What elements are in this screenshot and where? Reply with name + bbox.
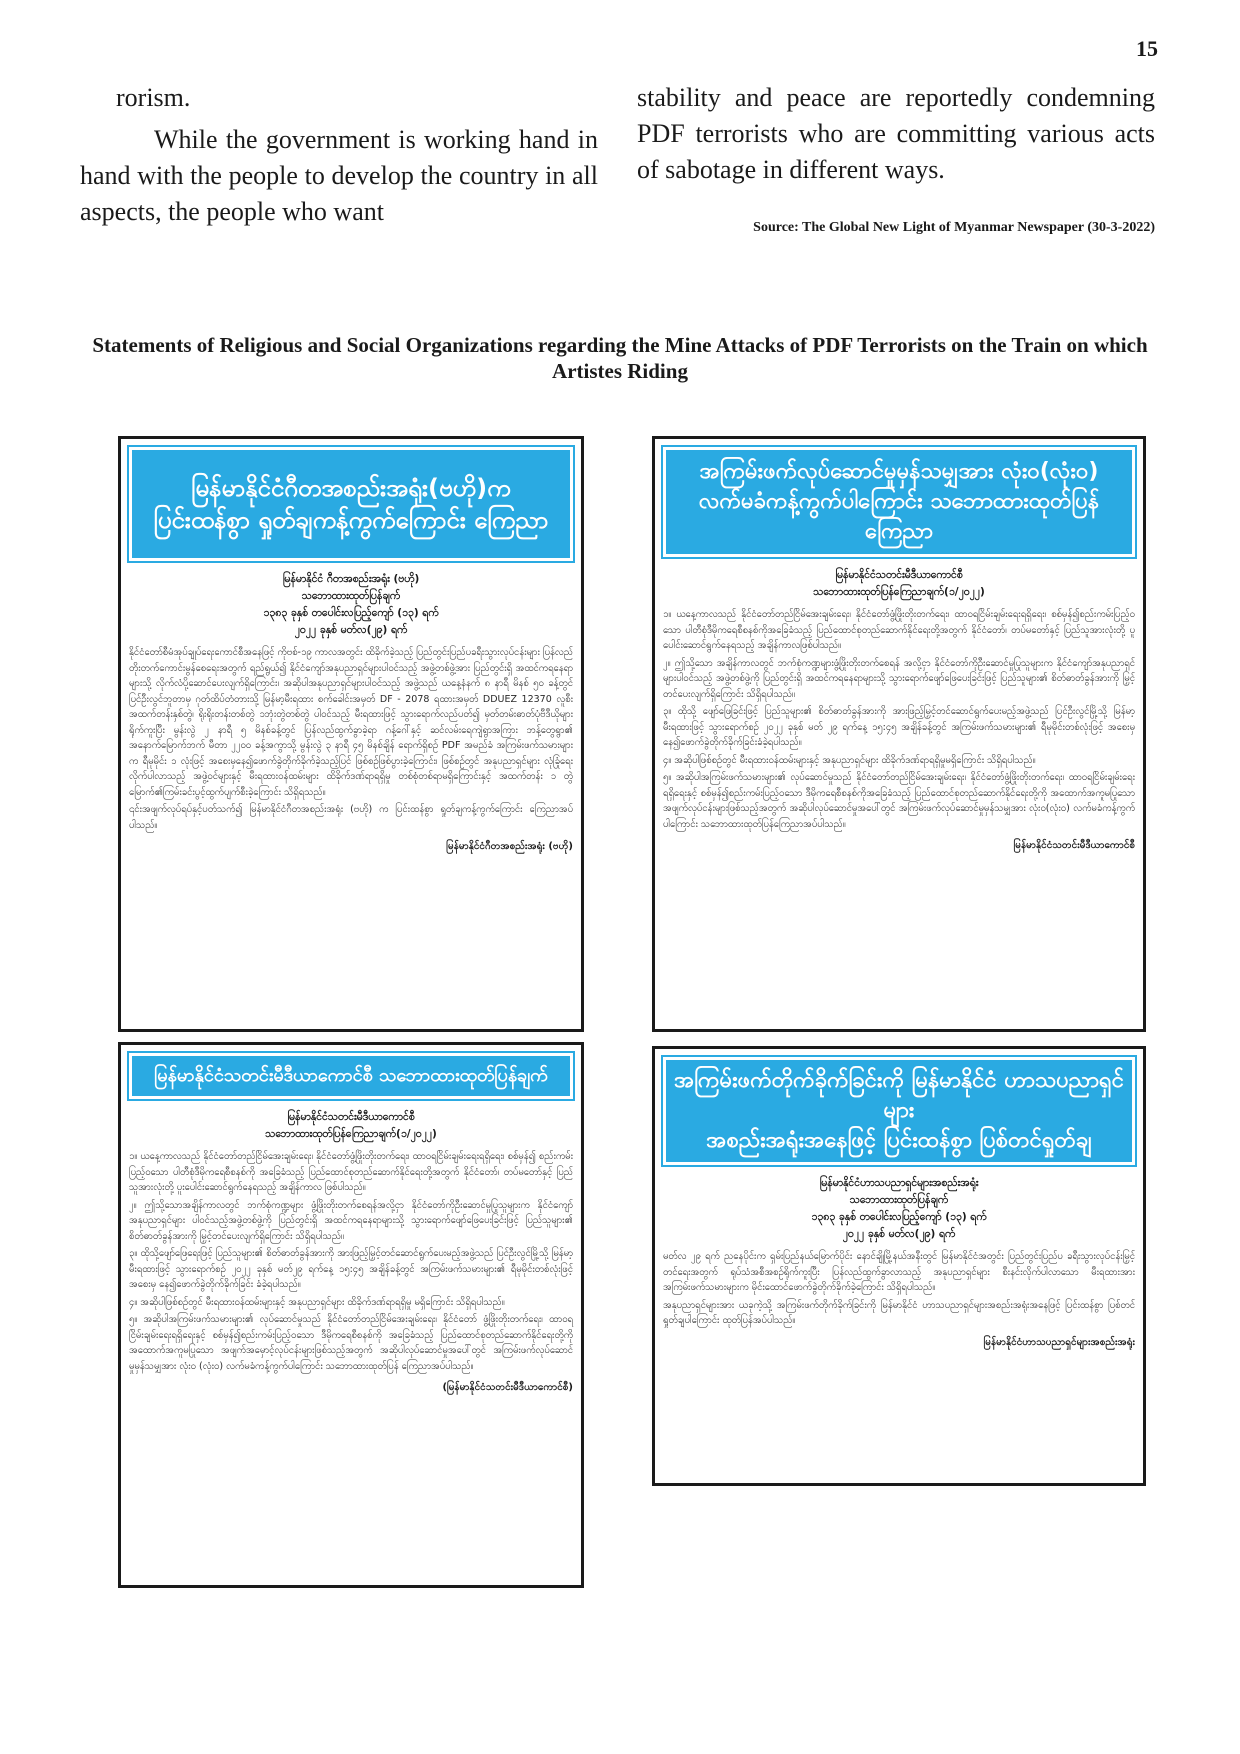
statement-paragraph: ၎င်းအဖျက်လုပ်ရပ်နှင့်ပတ်သက်၍ မြန်မာနိုင်ငံဂီတအစည်းအရုံး (ဗဟို) က ပြင်းထန်စွာ ရှုတ်ချကန့်ကွက်ကြောင်း ကြေညာအပ်ပါသည်။ (129, 804, 573, 831)
statement-paragraph: အနုပညာရှင်များအား ယခုကဲ့သို့ အကြမ်းဖက်တိုက်ခိုက်ခြင်းကို မြန်မာနိုင်ငံ ဟာသပညာရှင်များအစည်းအရုံးအနေဖြင့် ပြင်းထန်စွာ ပြစ်တင်ရှုတ်ချပါကြောင်း ထုတ်ပြန်အပ်ပါသည်။ (663, 1299, 1135, 1326)
statement-paragraph: ၂။ ဤသို့သော အချိန်ကာလတွင် ဘက်စုံကဏ္ဍများဖွံ့ဖြိုးတိုးတက်စေရန် အလို့ငှာ နိုင်ငံတော်ကိုဦးဆောင်မှုပြုသူများက နိုင်ငံကျော်အနုပညာရှင်များပါဝင်သည့် အဖွဲ့တစ်ဖွဲ့ကို ပြည်တွင်းရှိ အထင်ကရနေရာများသို့ သွားရောက်ဖျော်ဖြေပေးခြင်းဖြင့် ပြည်သူများ၏ စိတ်ဓာတ်ခွန်အားကို မြှင့်တင်ပေးလျက်ရှိကြောင်း သိရှိရပါသည်။ (663, 657, 1135, 700)
statement-paragraph: ၂။ ဤသို့သောအချိန်ကာလတွင် ဘက်စုံကဏ္ဍများ ဖွံ့ဖြိုးတိုးတက်စေရန်အလို့ငှာ နိုင်ငံတော်ကိုဦးဆောင်မှုပြုသူများက နိုင်ငံကျော်အနုပညာရှင်များ ပါဝင်သည့်အဖွဲ့တစ်ဖွဲ့ကို ပြည်တွင်းရှိ အထင်ကရနေရာများသို့ သွားရောက်ဖျော်ဖြေပေးခြင်းဖြင့် ပြည်သူများ၏ စိတ်ဓာတ်ခွန်အားကို မြှင့်တင်ပေးလျက်ရှိကြောင်း သိရှိရပါသည်။ (129, 1199, 573, 1242)
heading-line: သဘောထားထုတ်ပြန်ချက် (849, 1194, 949, 1206)
page-number: 15 (1136, 36, 1158, 61)
statement-paragraph: ၄။ အဆိုပါဖြစ်စဉ်တွင် မီးရထားဝန်ထမ်းများနှင့် အနုပညာရှင်များ ထိခိုက်ဒဏ်ရာရရှိမှု မရှိကြောင်း သိရှိရပါသည်။ (129, 1296, 505, 1308)
statement-card-media-council-2 (118, 1042, 584, 1588)
statement-paragraph: ၃။ ထိုသို့ဖျော်ဖြေရေးဖြင့် ပြည်သူများ၏ စိတ်ဓာတ်ခွန်အားကို အားဖြည့်မြှင့်တင်ဆောင်ရွက်ပေးမည့်အဖွဲ့သည် ပြင်ဦးလွင်မြို့သို့ မြန်မာ့မီးရထားဖြင့် သွားရောက်စဉ် ၂၀၂၂ ခုနှစ် မတ်၂၉ ရက်နေ့ ၁၅:၄၅ အချိန်ခန့်တွင် အကြမ်းဖက်သမားများ၏ ရီမုမိုင်းတစ်လုံးဖြင့် အစေးမှ နေ၍ဖောက်ခွဲတိုက်ခိုက်ခြင်း ခံခဲ့ရပါသည်။ (129, 1248, 573, 1290)
heading-line: ၂၀၂၂ ခုနှစ် မတ်လ(၂၉) ရက် (842, 1228, 956, 1240)
statement-banner (663, 1057, 1135, 1165)
statement-paragraph: ၁။ ယနေ့ကာလသည် နိုင်ငံတော်တည်ငြိမ်အေးချမ်းရေး၊ နိုင်ငံတော်ဖွံ့ဖြိုးတိုးတက်ရေး၊ ထာဝရငြိမ်းချမ်းရေးရရှိရေး၊ စစ်မှန်၍စည်းကမ်းပြည့်ဝသော ပါတီစုံဒီမိုကရေစီစနစ်ကိုအခြေခံသည့် ပြည်ထောင်စုတည်ဆောက်နိုင်ရေးတို့အတွက် နိုင်ငံတော်၊ တပ်မတော်နှင့် ပြည်သူအားလုံးတို့ ပူပေါင်းဆောင်ရွက်နေရသည့် အချိန်ကာလဖြစ်ပါသည်။ (663, 609, 1135, 651)
section-title: Statements of Religious and Social Organizations regarding the Mine Attacks of PDF Terrorists on the Train on which Artistes Riding (92, 333, 1148, 383)
statement-signature: မြန်မာနိုင်ငံဂီတအစည်းအရုံး (ဗဟို) (446, 841, 573, 852)
article-paragraph: While the government is working hand in hand with the people to develop the country in all aspects, the people who want (80, 125, 598, 226)
statement-heading (663, 567, 1135, 601)
heading-line: သဘောထားထုတ်ပြန်ချက် (301, 590, 401, 602)
heading-line: မြန်မာနိုင်ငံသတင်းမီဒီယာကောင်စီ (287, 1111, 415, 1123)
statement-banner (663, 447, 1135, 557)
statement-signature: မြန်မာနိုင်ငံသတင်းမီဒီယာကောင်စီ (1013, 840, 1135, 851)
article-paragraph: rorism. (116, 83, 191, 112)
statement-paragraph: ၁။ ယနေ့ကာလသည် နိုင်ငံတော်တည်ငြိမ်အေးချမ်းရေး၊ နိုင်ငံတော်ဖွံ့ဖြိုးတိုးတက်ရေး၊ ထာဝရငြိမ်းချမ်းရေးရရှိရေး၊ စစ်မှန်၍ စည်းကမ်းပြည့်ဝသော ပါတီစုံဒီမိုကရေစီစနစ်ကို အခြေခံသည့် ပြည်ထောင်စုတည်ဆောက်နိုင်ရေးတို့အတွက် နိုင်ငံတော်၊ တပ်မတော်နှင့် ပြည်သူအားလုံးတို့ ပူးပေါင်းဆောင်ရွက်နေရသည့် အချိန်ကာလ ဖြစ်ပါသည်။ (129, 1151, 573, 1193)
statement-banner (129, 447, 573, 561)
statement-signature: မြန်မာနိုင်ငံဟာသပညာရှင်များအစည်းအရုံး (983, 1336, 1135, 1348)
statement-heading (129, 1109, 573, 1143)
heading-line: မြန်မာနိုင်ငံသတင်းမီဒီယာကောင်စီ (835, 569, 963, 581)
statement-body (663, 1249, 1135, 1331)
statement-body (663, 607, 1135, 834)
article-paragraph: stability and peace are reportedly condemning PDF terrorists who are committing various acts of sabotage in different ways. (637, 83, 1155, 184)
heading-line: သဘောထားထုတ်ပြန်ကြေညာချက်(၁/၂၀၂၂) (813, 586, 985, 598)
statement-paragraph: ၅။ အဆိုပါအကြမ်းဖက်သမားများ၏ လုပ်ဆောင်မှုသည် နိုင်ငံတော်တည်ငြိမ်အေးချမ်းရေး၊ နိုင်ငံတော် ဖွံ့ဖြိုးတိုးတက်ရေး၊ ထာဝရငြိမ်းချမ်းရေးရရှိရေးနှင့် စစ်မှန်၍စည်းကမ်းပြည့်ဝသော ဒီမိုကရေစီစနစ်ကို အခြေခံသည့် ပြည်ထောင်စုတည်ဆောက်နိုင်ရေးတို့ကို အထောက်အကူမပြုသော အဖျက်အမှောင့်လုပ်ငန်းများဖြစ်သည့်အတွက် အဆိုပါလုပ်ဆောင်မှုအပေါ်တွင် အကြမ်းဖက်လုပ်ဆောင်မှုမှန်သမျှအား လုံးဝ (လုံးဝ) လက်မခံကန့်ကွက်ပါကြောင်း သဘောထားထုတ်ပြန် ကြေညာအပ်ပါသည်။ (129, 1314, 573, 1372)
heading-line: သဘောထားထုတ်ပြန်ကြေညာချက်(၁/၂၀၂၂) (265, 1128, 437, 1140)
heading-line: ၂၀၂၂ ခုနှစ် မတ်လ(၂၉) ရက် (294, 624, 408, 636)
statement-heading (129, 571, 573, 639)
statement-body (129, 1149, 573, 1376)
banner-line: အစည်းအရုံးအနေဖြင့် ပြင်းထန်စွာ ပြစ်တင်ရှုတ်ချ (706, 1127, 1092, 1153)
article-left-column (80, 80, 598, 230)
article-right-column (637, 80, 1155, 188)
banner-line: လက်မခံကန့်ကွက်ပါကြောင်း သဘောထားထုတ်ပြန် ကြေညာ (698, 489, 1100, 544)
banner-line: အကြမ်းဖက်လုပ်ဆောင်မှုမှန်သမျှအား လုံးဝ(လုံးဝ) (699, 459, 1099, 485)
statement-paragraph: ၅။ အဆိုပါအကြမ်းဖက်သမားများ၏ လုပ်ဆောင်မှုသည် နိုင်ငံတော်တည်ငြိမ်အေးချမ်းရေး၊ နိုင်ငံတော်ဖွံ့ဖြိုးတိုးတက်ရေး၊ ထာဝရငြိမ်းချမ်းရေးရရှိရေးနှင့် စစ်မှန်၍စည်းကမ်းပြည့်ဝသော ဒီမိုကရေစီစနစ်ကိုအခြေခံသည့် ပြည်ထောင်စုတည်ဆောက်နိုင်ရေးတို့ကို အထောက်အကူမပြုသော အဖျက်လုပ်ငန်းများဖြစ်သည့်အတွက် အဆိုပါလုပ်ဆောင်မှုအပေါ်တွင် အကြမ်းဖက်လုပ်ဆောင်မှုမှန်သမျှအား လုံးဝ(လုံးဝ) လက်မခံကန့်ကွက်ပါကြောင်း သဘောထားထုတ်ပြန်ကြေညာအပ်ပါသည်။ (663, 772, 1135, 830)
article-source: Source: The Global New Light of Myanmar Newspaper (30-3-2022) (753, 220, 1155, 235)
statement-heading (663, 1175, 1135, 1243)
banner-line: ပြင်းထန်စွာ ရှုတ်ချကန့်ကွက်ကြောင်း ကြေညာ (153, 506, 549, 534)
statement-paragraph: ၄။ အဆိုပါဖြစ်စဉ်တွင် မီးရထားဝန်ထမ်းများနှင့် အနုပညာရှင်များ ထိခိုက်ဒဏ်ရာရရှိမှုမရှိကြောင်း သိရှိရပါသည်။ (663, 754, 1036, 766)
heading-line: မြန်မာနိုင်ငံဟာသပညာရှင်များအစည်းအရုံး (819, 1177, 979, 1189)
heading-line: မြန်မာနိုင်ငံ ဂီတအစည်းအရုံး (ဗဟို) (282, 573, 420, 585)
statement-card-music-association (118, 436, 584, 1032)
statement-signature: (မြန်မာနိုင်ငံသတင်းမီဒီယာကောင်စီ) (442, 1382, 573, 1393)
statement-paragraph: မတ်လ ၂၉ ရက် ညနေပိုင်းက ရှမ်းပြည်နယ်မြောက်ပိုင်း နောင်ချိုမြို့နယ်အနီးတွင် မြန်မာနိုင်ငံအတွင်း ပြည်တွင်းပြည်ပ ခရီးသွားလုပ်ငန်းမြှင့်တင်ရေးအတွက် ရုပ်သံအစီအစဉ်ရိုက်ကူးပြီး ပြန်လည်ထွက်ခွာလာသည့် အနုပညာရှင်များ စီးနင်းလိုက်ပါလာသော မီးရထားအား အကြမ်းဖက်သမားများက မိုင်းထောင်ဖောက်ခွဲတိုက်ခိုက်ခဲ့ကြောင်း သိရှိရပါသည်။ (663, 1251, 1135, 1293)
statement-card-comedians-association (652, 1046, 1146, 1486)
statement-paragraph: နိုင်ငံတော်စီမံအုပ်ချုပ်ရေးကောင်စီအနေဖြင့် ကိုဗစ်-၁၉ ကာလအတွင်း ထိခိုက်ခဲ့သည့် ပြည်တွင်းပြည်ပခရီးသွားလုပ်ငန်းများ ပြန်လည်တိုးတက်ကောင်းမွန်စေရေးအတွက် ရည်ရွယ်၍ နိုင်ငံကျော်အနုပညာရှင်များပါဝင်သည့် အဖွဲ့တစ်ဖွဲ့အား ပြည်တွင်းရှိ အထင်ကရနေရာများသို့ လိုက်လံပို့ဆောင်ပေးလျက်ရှိကြောင်း၊ အဆိုပါအနုပညာရှင်များပါဝင်သည့် အဖွဲ့သည် ယနေ့နံနက် ၈ နာရီ မိနစ် ၅၀ ခန့်တွင် ပြင်ဦးလွင်ဘူတာမှ ဂုတ်ထိပ်တံတားသို့ မြန်မာ့မီးရထား စက်ခေါင်းအမှတ် DF - 2078 ရထားအမှတ် DDUEZ 12370 လူစီးအထက်တန်းနှစ်တွဲ၊ ရိုးရိုးတန်းတစ်တွဲ ၁ဘုံးတွဲတစ်တွဲ ပါဝင်သည့် မီးရထားဖြင့် သွားရောက်လည်ပတ်၍ မှတ်တမ်းဓာတ်ပုံဗီဒီယိုများရိုက်ကူးပြီး မွန်းလွဲ ၂ နာရီ ၅ မိနစ်ခန့်တွင် ပြန်လည်ထွက်ခွာခဲ့ရာ ဂန့်ဂေါ်နှင့် ဆင်လမ်းရေကျဲရွာအကြား ဘန့်တွေရွာ၏ အနောက်မြောက်ဘက် မီတာ ၂၂၀၀ ခန့်အကွာသို့ မွန်းလွဲ ၃ နာရီ ၄၅ မိနစ်ချိန် ရောက်ရှိစဉ် PDF အမည်ခံ အကြမ်းဖက်သမားများက ရီမုမိုင်း ၁ လုံးဖြင့် အစေးမှနေ၍ဖောက်ခွဲတိုက်ခိုက်ခဲ့သည့်ပြင် ဖြစ်စဉ်ဖြစ်ပွားခဲ့ကြောင်း၊ ဖြစ်စဉ်တွင် အနုပညာရှင်များ လုံခြုံရေးလိုက်ပါလာသည့် အဖွဲ့ဝင်များနှင့် မီးရထားဝန်ထမ်းများ ထိခိုက်ဒဏ်ရာရရှိမှု တစ်စုံတစ်ရာမရှိကြောင်းနှင့် အထက်တန်း ၁ တွဲမြောက်၏ကြမ်းခင်းပွင့်ထွက်ပျက်စီးခဲ့ကြောင်း သိရှိရသည်။ (129, 647, 573, 798)
banner-line: မြန်မာနိုင်ငံသတင်းမီဒီယာကောင်စီ သဘောထားထုတ်ပြန်ချက် (154, 1064, 548, 1086)
statement-banner (129, 1053, 573, 1099)
banner-line: မြန်မာနိုင်ငံဂီတအစည်းအရုံး(ဗဟို)က (191, 473, 511, 502)
statement-paragraph: ၃။ ထိုသို့ ဖျော်ဖြေခြင်းဖြင့် ပြည်သူများ၏ စိတ်ဓာတ်ခွန်အားကို အားဖြည့်မြှင့်တင်ဆောင်ရွက်ပေးမည့်အဖွဲ့သည် ပြင်ဦးလွင်မြို့သို့ မြန်မာ့မီးရထားဖြင့် သွားရောက်စဉ် ၂၀၂၂ ခုနှစ် မတ် ၂၉ ရက်နေ့ ၁၅:၄၅ အချိန်ခန့်တွင် အကြမ်းဖက်သမားများ၏ ရီမုမိုင်းတစ်လုံးဖြင့် အစေးမှနေ၍ဖောက်ခွဲတိုက်ခိုက်ခြင်းခံခဲ့ရပါသည်။ (663, 706, 1135, 748)
heading-line: ၁၃၈၃ ခုနှစ် တပေါင်းလပြည့်ကျော် (၁၃) ရက် (811, 1211, 987, 1223)
statement-body (129, 645, 573, 835)
heading-line: ၁၃၈၃ ခုနှစ် တပေါင်းလပြည့်ကျော် (၁၃) ရက် (263, 607, 439, 619)
banner-line: အကြမ်းဖက်တိုက်ခိုက်ခြင်းကို မြန်မာနိုင်ငံ ဟာသပညာရှင်များ (674, 1068, 1124, 1124)
statement-card-media-council (652, 436, 1146, 1032)
